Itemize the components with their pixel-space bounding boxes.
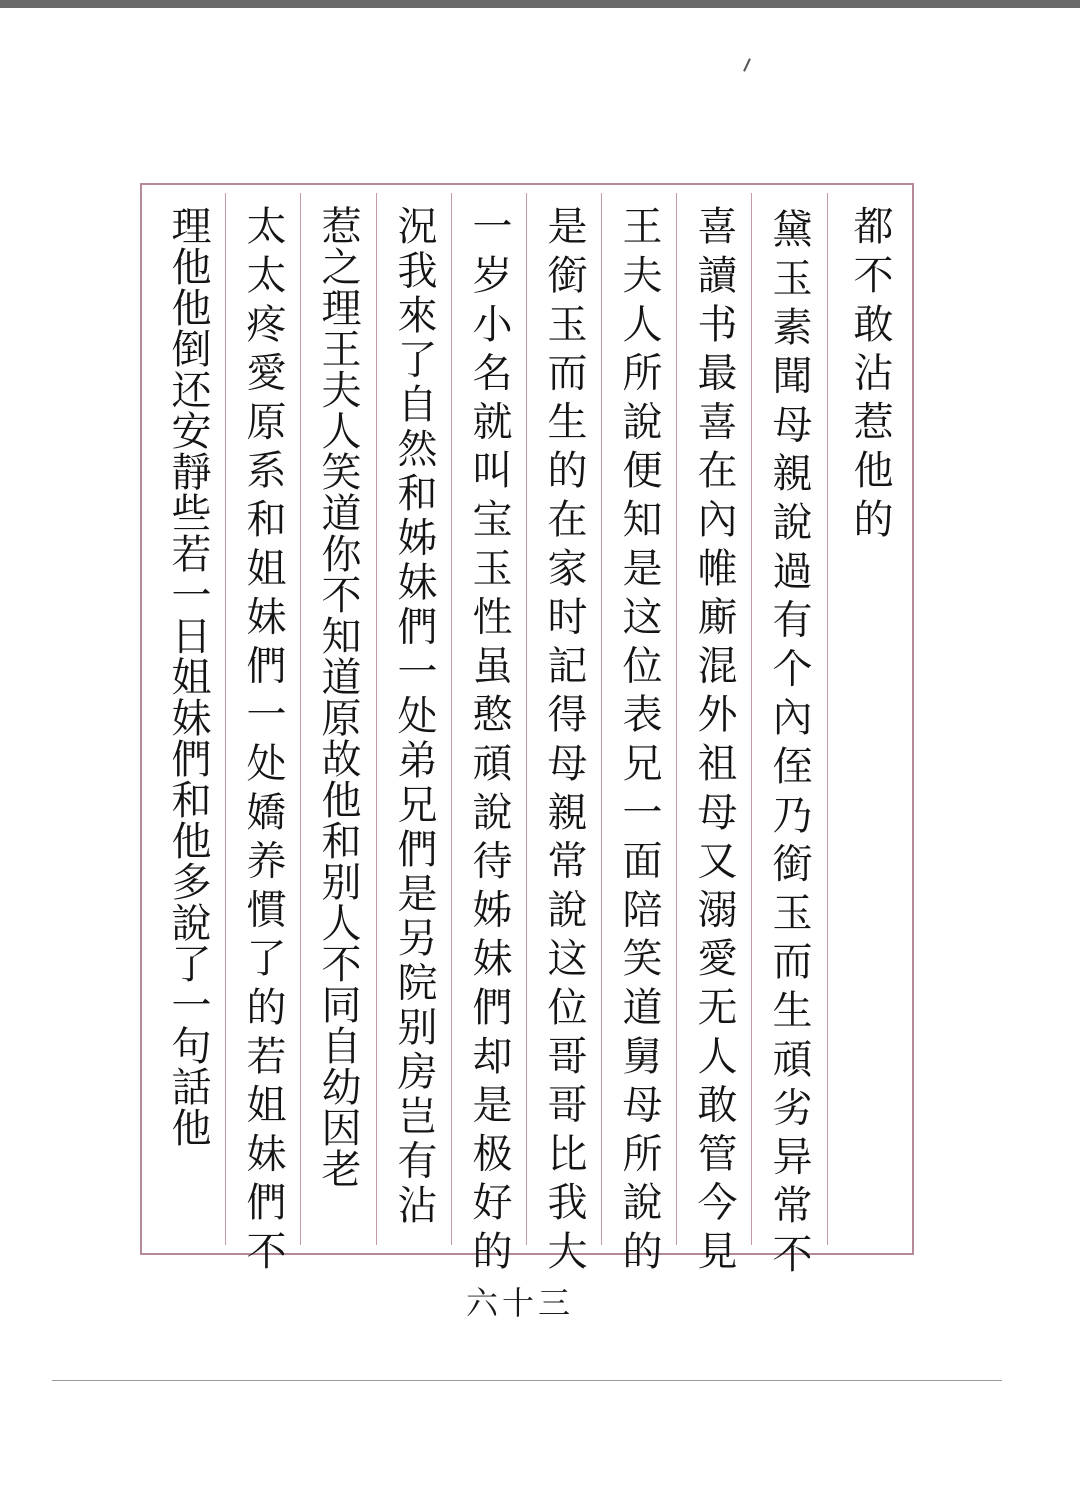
column-text: 理他他倒还安靜些若一日姐妹們和他多說了一句話他 (165, 205, 211, 1148)
manuscript-column-9 (225, 205, 300, 1279)
scan-top-edge (0, 0, 1080, 8)
column-text: 太太疼愛原系和姐妹們一处嬌养慣了的若姐妹們不 (240, 205, 286, 1279)
manuscript-column-1 (827, 205, 912, 547)
column-text: 況我來了自然和姊妹們一处弟兄們是另院别房岂有沾 (391, 205, 437, 1229)
page-number: 六十三 (465, 1284, 574, 1322)
column-text: 一岁小名就叫宝玉性虽憨頑說待姊妹們却是极好的 (466, 205, 512, 1279)
manuscript-column-7 (376, 205, 451, 1229)
manuscript-column-8 (300, 205, 375, 1189)
column-text: 惹之理王夫人笑道你不知道原故他和别人不同自幼因老 (315, 205, 361, 1189)
column-text: 喜讀书最喜在內帷廝混外祖母又溺愛无人敢管今見 (691, 205, 737, 1279)
bottom-rule (52, 1380, 1002, 1381)
manuscript-column-6 (451, 205, 526, 1279)
column-text: 黛玉素聞母親說過有个內侄乃銜玉而生頑劣异常不 (766, 208, 812, 1282)
column-text: 都不敢沾惹他的 (847, 205, 893, 547)
manuscript-column-5 (526, 205, 601, 1279)
column-text: 是銜玉而生的在家时記得母親常說这位哥哥比我大 (541, 205, 587, 1279)
manuscript-column-4 (601, 205, 676, 1279)
manuscript-column-2 (751, 208, 826, 1282)
column-text: 王夫人所說便知是这位表兄一面陪笑道舅母所說的 (616, 205, 662, 1279)
manuscript-column-3 (676, 205, 751, 1279)
stray-pen-mark (743, 58, 751, 72)
manuscript-column-10 (150, 205, 225, 1148)
